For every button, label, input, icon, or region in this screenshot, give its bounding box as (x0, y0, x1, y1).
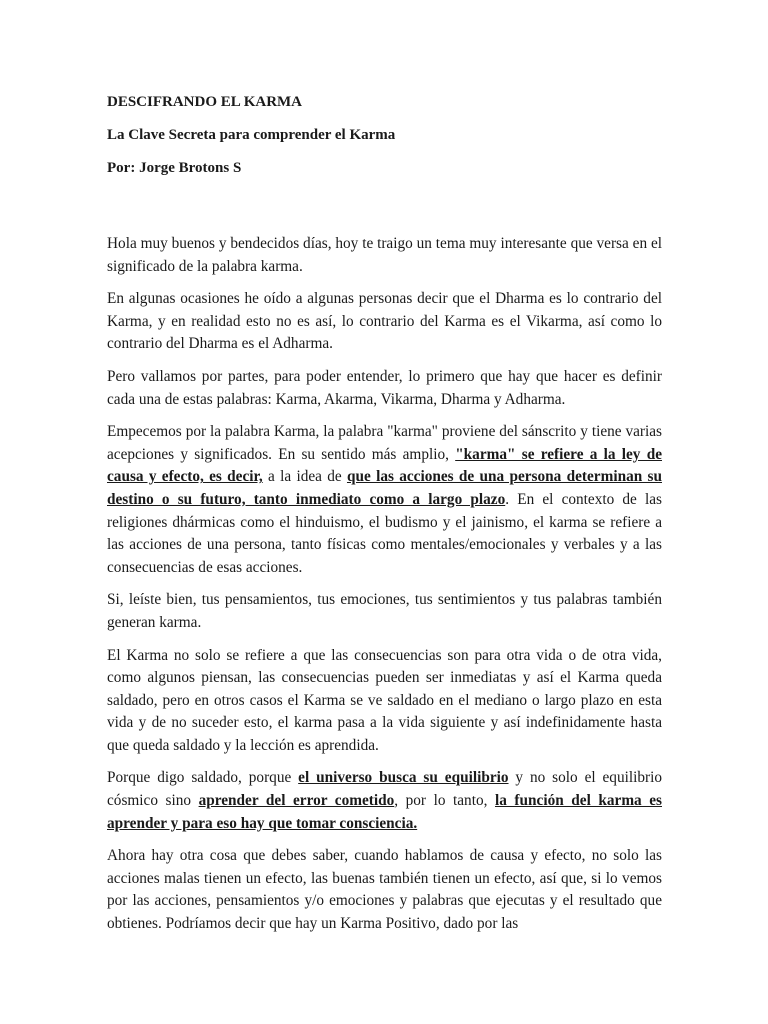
document-subtitle: La Clave Secreta para comprender el Karma (107, 127, 396, 143)
text-segment: a la idea de (262, 468, 347, 486)
paragraph-karma-meaning (107, 421, 662, 579)
text-segment: Empecemos por la palabra Karma, la palabra "karma" proviene del sánscrito y tiene varias acepciones y significados. En su sentido más amplio, (107, 423, 662, 463)
paragraph-positive-karma: Ahora hay otra cosa que debes saber, cuando hablamos de causa y efecto, no solo las acciones malas tienen un efecto, las buenas también tienen un efecto, así que, si lo vemos por las acciones, pensamientos y/o emociones y palabras que ejecutas y el resultado que obtienes. Podríamos decir que hay un Karma Positivo, dado por las (107, 847, 662, 933)
paragraph-greeting: Hola muy buenos y bendecidos días, hoy te traigo un tema muy interesante que versa en el significado de la palabra karma. (107, 235, 662, 275)
text-segment: Porque digo saldado, porque (107, 769, 299, 787)
text-segment: , por lo tanto, (394, 792, 495, 810)
paragraph-dharma-karma: En algunas ocasiones he oído a algunas personas decir que el Dharma es lo contrario del Karma, y en realidad esto no es así, lo contrario del Karma es el Vikarma, así como lo contrario del Dharma es el Adharma. (107, 290, 662, 353)
paragraph-balance (107, 767, 662, 835)
document-body (107, 233, 662, 936)
emphasis-text: el universo busca su equilibrio (298, 769, 509, 787)
document-title: DESCIFRANDO EL KARMA (107, 94, 303, 110)
emphasis-text: que las acciones de una persona determinan su destino o su futuro, tanto inmediato como a largo plazo (107, 468, 662, 508)
emphasis-text: la función del karma es aprender y para eso hay que tomar consciencia. (107, 792, 662, 832)
document-page (107, 92, 662, 946)
text-segment: y no solo el equilibrio cósmico sino (107, 769, 662, 810)
paragraph-thoughts: Si, leíste bien, tus pensamientos, tus emociones, tus sentimientos y tus palabras también generan karma. (107, 591, 662, 631)
text-segment: . En el contexto de las religiones dhármicas como el hinduismo, el budismo y el jainismo, el karma se refiere a las acciones de una persona, tanto físicas como mentales/emocionales y verbales y a las consecuencias de esas acciones. (107, 490, 662, 576)
emphasis-text: "karma" se refiere a la ley de causa y efecto, es decir, (107, 445, 662, 486)
paragraph-consequences: El Karma no solo se refiere a que las consecuencias son para otra vida o de otra vida, como algunos piensan, las consecuencias pueden ser inmediatas y así el Karma queda saldado, pero en otros casos el Karma se ve saldado en el mediano o largo plazo en esta vida y de no suceder esto, el karma pasa a la vida siguiente y así indefinidamente hasta que queda saldado y la lección es aprendida. (107, 646, 662, 754)
paragraph-definitions: Pero vallamos por partes, para poder entender, lo primero que hay que hacer es definir cada una de estas palabras: Karma, Akarma, Vikarma, Dharma y Adharma. (107, 367, 662, 408)
emphasis-text: aprender del error cometido (198, 792, 395, 810)
document-author: Por: Jorge Brotons S (107, 160, 242, 176)
